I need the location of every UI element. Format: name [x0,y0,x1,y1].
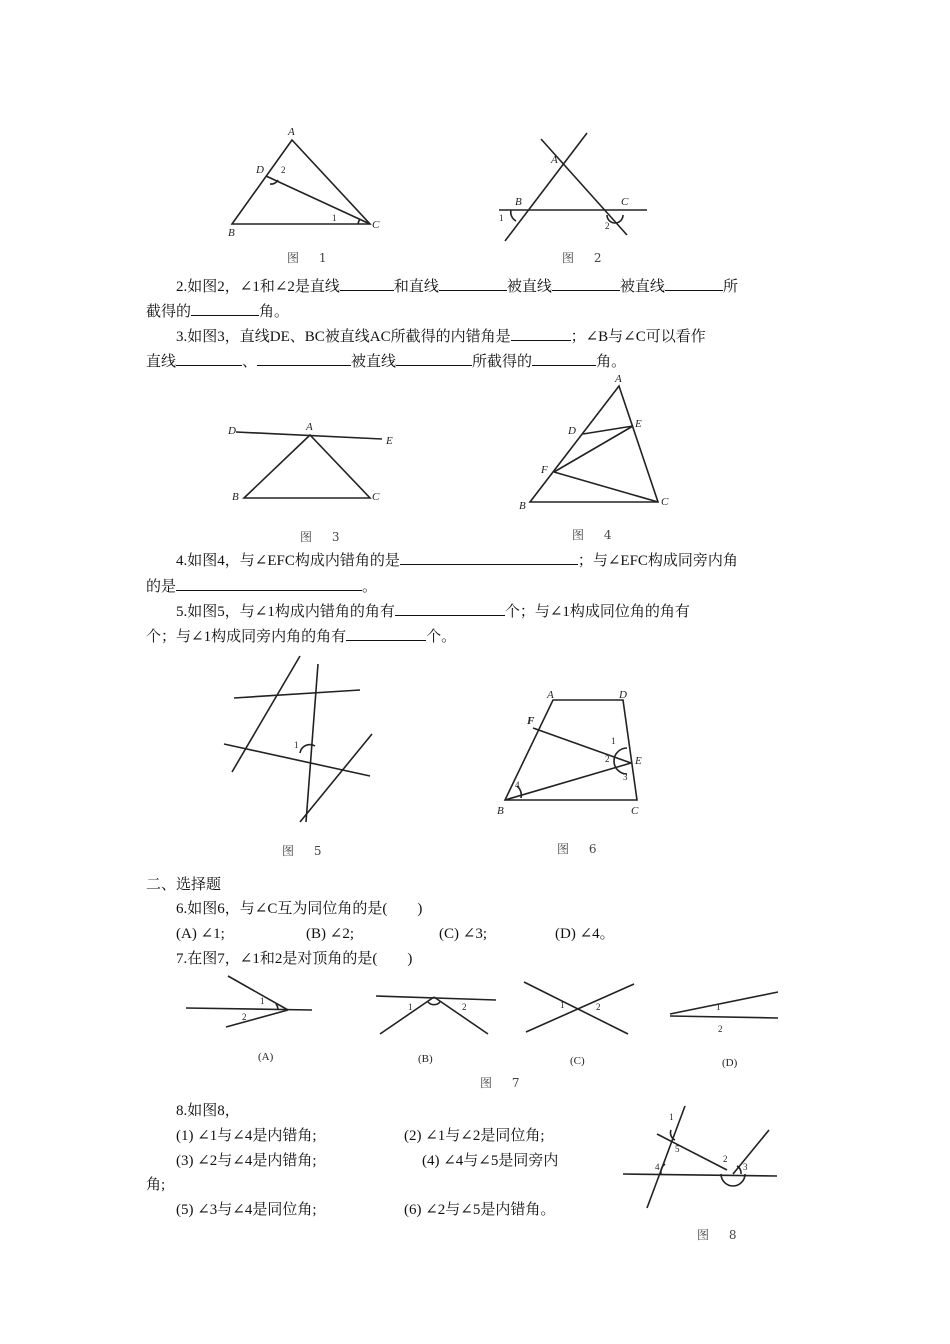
question-8-row-3: 角; [146,1177,166,1193]
angle-1-arc [300,745,315,753]
triangle-abc [244,435,370,498]
figure-2-diagram [495,125,665,245]
question-4-line-2: 的是 。 [146,574,806,600]
question-8-stem: 8.如图8， [176,1103,240,1119]
line [670,1016,778,1018]
question-7-stem: 7.在图7，∠1和2是对顶角的是( ) [176,951,413,967]
line-top [234,690,360,698]
question-2-line-2: 截得的 角。 [146,299,806,325]
line [186,1008,312,1010]
label-c: C [631,805,639,817]
figure-4 [515,372,675,517]
figure-2-caption: 图 2 [562,251,610,265]
line [226,1010,288,1027]
figure-3-diagram [222,420,402,510]
label-a: A [551,154,558,166]
label-3: 3 [743,1162,748,1172]
figure-1-diagram [220,122,390,239]
label-1: 1 [499,213,504,223]
label-a: A [547,689,554,701]
section-2-title: 二、选择题 [146,877,222,893]
label-c: C [621,196,629,208]
blank[interactable] [176,349,242,366]
figure-7-c [524,982,634,1034]
label-b: B [232,491,239,503]
blank[interactable] [395,599,505,616]
label-3: 3 [623,772,628,782]
statement-6: (6) ∠2与∠5是内错角。 [404,1202,556,1218]
figure-4-caption: 图 4 [572,528,620,542]
blank[interactable] [346,624,426,641]
blank[interactable] [340,274,394,291]
figure-6-caption: 图 6 [557,842,605,856]
label-1: 1 [716,1002,721,1012]
blank[interactable] [400,548,578,565]
label-e: E [635,418,642,430]
blank[interactable] [511,324,571,341]
label-a: A [615,373,622,385]
question-6-options [146,921,836,947]
blank[interactable] [439,274,507,291]
label-e: E [386,435,393,447]
question-6-stem: 6.如图6，与∠C互为同位角的是( ) [176,901,423,917]
figure-6-diagram [495,688,655,823]
line [228,976,288,1010]
figure-4-diagram [515,372,675,517]
label-d: D [568,425,576,437]
label-2: 2 [281,165,286,175]
label-4: 4 [655,1162,660,1172]
figure-7-a [186,976,312,1027]
line [670,992,778,1014]
figure-6 [495,688,655,823]
figure-5 [220,650,380,830]
line-left [232,656,300,772]
blank[interactable] [532,349,596,366]
option-a[interactable]: (A) ∠1; [176,926,225,942]
line-center [306,664,318,822]
label-c: C [372,219,380,231]
figure-1 [220,122,390,239]
blank[interactable] [665,274,723,291]
label-5: 5 [675,1144,680,1154]
question-3-line-1: 3.如图3，直线DE、BC被直线AC所截得的内错角是 ；∠B与∠C可以看作 [146,324,836,350]
angle-arc [428,1002,440,1005]
label-f: F [527,715,535,727]
figure-8-diagram [615,1100,790,1220]
blank[interactable] [191,299,259,316]
angle-4-arc [661,1164,665,1174]
label-f: F [541,464,548,476]
figure-8-caption: 图 8 [697,1228,745,1242]
label-1: 1 [294,740,299,750]
angle-1-arc [511,210,516,221]
figure-7 [180,970,790,1070]
label-b: B [515,196,522,208]
statement-5: (5) ∠3与∠4是同位角; [176,1202,317,1218]
segment-be [505,763,631,800]
label-d: D [619,689,627,701]
question-4-line-1: 4.如图4，与∠EFC构成内错角的是 ；与∠EFC构成同旁内角 [146,548,836,574]
line-right [300,734,372,822]
label-2: 2 [723,1154,728,1164]
label-d: D [228,425,236,437]
label-4: 4 [515,780,520,790]
line-left [647,1106,685,1208]
figure-2 [495,125,665,245]
figure-7-b [376,996,496,1034]
trapezoid-abcd [505,700,637,800]
blank[interactable] [257,349,351,366]
option-c[interactable]: (C) ∠3; [439,926,487,942]
statement-4: (4) ∠4与∠5是同旁内 [422,1153,559,1169]
line-ab [505,133,587,241]
question-5-line-1: 5.如图5，与∠1构成内错角的角有 个；与∠1构成同位角的角有 [146,599,836,625]
figure-7-caption: 图 7 [480,1076,528,1090]
sub-caption-b: (B) [418,1053,433,1065]
question-5-line-2: 个；与∠1构成同旁内角的角有 个。 [146,624,806,650]
blank[interactable] [176,574,362,591]
label-1: 1 [669,1112,674,1122]
label-2: 2 [462,1002,467,1012]
question-2-line-1: 2.如图2，∠1和∠2是直线 和直线 被直线 被直线 所 [146,274,836,300]
segment-dc [266,176,370,224]
segment-fe [533,728,631,763]
label-b: B [228,227,235,239]
sub-caption-c: (C) [570,1055,585,1067]
statement-2: (2) ∠1与∠2是同位角; [404,1128,545,1144]
figure-7-d [670,992,778,1034]
label-1: 1 [611,736,616,746]
question-3-line-2: 直线 、 被直线 所截得的 角。 [146,349,806,375]
triangle-abc [232,140,370,224]
blank[interactable] [552,274,620,291]
segment-fc [554,472,658,502]
label-2: 2 [605,754,610,764]
label-1: 1 [408,1002,413,1012]
label-a: A [288,126,295,138]
label-1: 1 [560,1000,565,1010]
option-b[interactable]: (B) ∠2; [306,926,354,942]
figure-7-diagram [180,970,790,1070]
line-base [623,1174,777,1176]
sub-caption-a: (A) [258,1051,274,1063]
statement-3: (3) ∠2与∠4是内错角; [176,1153,317,1169]
statement-1: (1) ∠1与∠4是内错角; [176,1128,317,1144]
sub-caption-d: (D) [722,1057,738,1069]
figure-3-caption: 图 3 [300,530,348,544]
figure-3 [222,420,402,510]
label-d: D [256,164,264,176]
label-a: A [306,421,313,433]
label-e: E [635,755,642,767]
line [380,997,434,1034]
label-c: C [661,496,669,508]
label-b: B [497,805,504,817]
figure-5-caption: 图 5 [282,844,330,858]
figure-8 [615,1100,790,1220]
line [434,997,488,1034]
triangle-abc [530,386,658,502]
label-1: 1 [260,996,265,1006]
angle-3-arc [737,1166,741,1174]
label-c: C [372,491,380,503]
label-2: 2 [605,221,610,231]
angle-2-arc [270,180,278,184]
option-d[interactable]: (D) ∠4。 [555,926,615,942]
figure-5-diagram [220,650,380,830]
label-2: 2 [596,1002,601,1012]
blank[interactable] [396,349,472,366]
label-1: 1 [332,213,337,223]
label-b: B [519,500,526,512]
label-2: 2 [242,1012,247,1022]
label-2: 2 [718,1024,723,1034]
figure-1-caption: 图 1 [287,251,335,265]
